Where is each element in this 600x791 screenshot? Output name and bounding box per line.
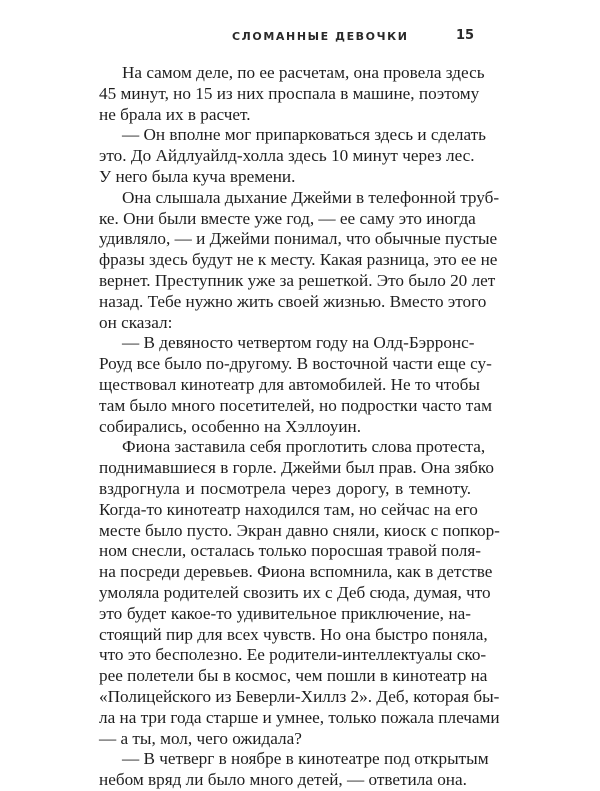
text-line: вернет. Преступник уже за решеткой. Это было 20 лет: [99, 270, 496, 290]
text-line: — Он вполне мог припарковаться здесь и сделать: [122, 125, 486, 145]
page-number: 15: [456, 28, 475, 43]
text-line: 45 минут, но 15 из них проспала в машине, поэтому: [99, 83, 480, 103]
text-line: удивляло, — и Джейми понимал, что обычные пустые: [99, 229, 498, 249]
text-line: на посреди деревьев. Фиона вспомнила, как в детстве: [99, 562, 493, 582]
text-line: там было много посетителей, но подростки часто там: [99, 395, 493, 415]
text-line: рее полетели бы в космос, чем пошли в кинотеатр на: [99, 666, 488, 686]
text-line: ном снесли, осталась только поросшая травой поля-: [99, 541, 481, 561]
text-line: вздрогнула и посмотрела через дорогу, в темноту.: [99, 478, 471, 498]
body-text: [99, 63, 500, 791]
text-line: собирались, особенно на Хэллоуин.: [99, 416, 362, 436]
text-line: — В четверг в ноябре в кинотеатре под открытым: [122, 749, 489, 769]
text-line: ществовал кинотеатр для автомобилей. Не то чтобы: [99, 374, 480, 394]
text-line: это. До Айдлуайлд-холла здесь 10 минут через лес.: [99, 146, 475, 166]
text-line: ла на три года старше и умнее, только пожала плечами: [99, 707, 500, 727]
text-line: ке. Они были вместе уже год, — ее саму это иногда: [99, 208, 476, 228]
text-line: поднимавшиеся в горле. Джейми был прав. Она зябко: [99, 458, 494, 478]
text-line: что это бесполезно. Ее родители-интеллектуалы ско-: [99, 645, 487, 665]
text-line: — а ты, мол, чего ожидала?: [99, 728, 302, 748]
text-line: На самом деле, по ее расчетам, она провела здесь: [122, 63, 485, 82]
text-line: это будет какое-то удивительное приключение, на-: [99, 603, 471, 623]
text-line: Фиона заставила себя проглотить слова протеста,: [122, 437, 486, 457]
book-title: СЛОМАННЫЕ ДЕВОЧКИ: [232, 30, 409, 43]
text-line: назад. Тебе нужно жить своей жизнью. Вместо этого: [99, 291, 487, 311]
text-line: не брала их в расчет.: [99, 104, 251, 124]
text-line: — В девяносто четвертом году на Олд-Бэрронс-: [122, 333, 475, 353]
text-line: месте было пусто. Экран давно сняли, киоск с попкор-: [99, 520, 500, 540]
text-line: У него была куча времени.: [99, 166, 296, 186]
text-line: «Полицейского из Беверли-Хиллз 2». Деб, которая бы-: [99, 686, 500, 706]
text-line: умоляла родителей свозить их с Деб сюда, думая, что: [99, 582, 491, 602]
text-line: небом вряд ли было много детей, — ответила она.: [99, 770, 467, 790]
text-line: он сказал:: [99, 312, 173, 332]
running-header: [0, 28, 600, 50]
text-line: Роуд все было по-другому. В восточной части еще су-: [99, 354, 492, 374]
text-line: Когда-то кинотеатр находился там, но сейчас на его: [99, 499, 478, 519]
text-line: стоящий пир для всех чувств. Но она быстро поняла,: [99, 624, 488, 644]
text-line: фразы здесь будут не к месту. Какая разница, это ее не: [99, 250, 498, 270]
text-line: Она слышала дыхание Джейми в телефонной труб-: [122, 187, 500, 207]
